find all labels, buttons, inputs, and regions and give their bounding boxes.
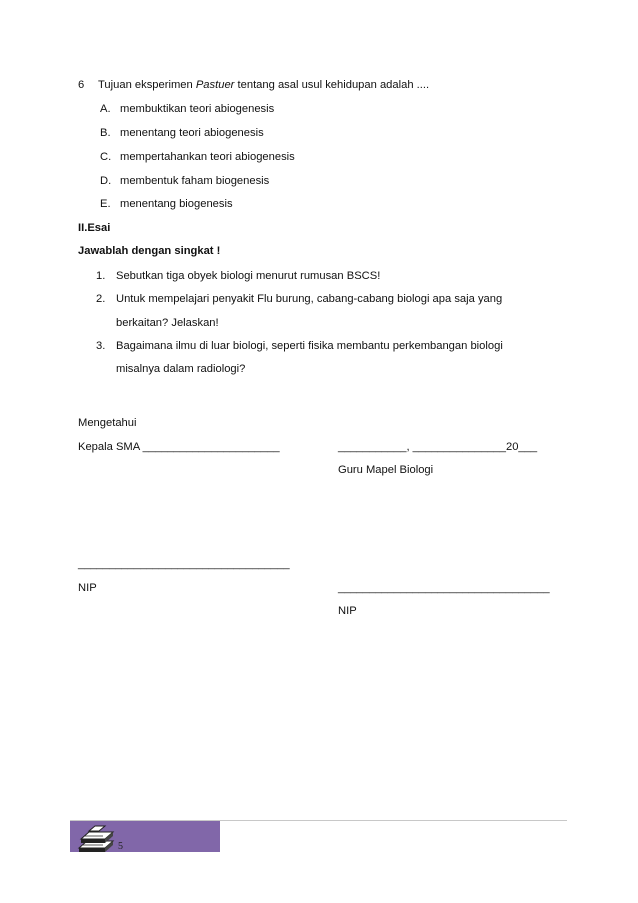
page-number: 5 — [118, 841, 123, 852]
left-heading: Mengetahui — [78, 417, 137, 429]
option-text-a: membuktikan teori abiogenesis — [120, 103, 275, 115]
left-signature-line: __________________________________ — [78, 558, 290, 570]
option-letter-a: A. — [100, 103, 111, 115]
question-number: 6 — [78, 79, 85, 91]
option-letter-b: B. — [100, 127, 111, 139]
essay-item-text-3: Bagaimana ilmu di luar biologi, seperti fisika membantu perkembangan biologi — [116, 340, 503, 352]
option-letter-c: C. — [100, 151, 112, 163]
right-nip: NIP — [338, 605, 357, 617]
essay-item-number-1: 1. — [96, 270, 106, 282]
left-nip: NIP — [78, 582, 97, 594]
option-text-d: membentuk faham biogenesis — [120, 175, 270, 187]
essay-item-number-2: 2. — [96, 293, 106, 305]
option-text-c: mempertahankan teori abiogenesis — [120, 151, 295, 163]
essay-item-text-1: Sebutkan tiga obyek biologi menurut rumusan BSCS! — [116, 270, 381, 282]
option-letter-e: E. — [100, 198, 111, 210]
essay-item-number-3: 3. — [96, 340, 106, 352]
question-text: Tujuan eksperimen Pastuer tentang asal usul kehidupan adalah .... — [98, 79, 430, 91]
essay-item-text-2-cont: berkaitan? Jelaskan! — [116, 317, 219, 329]
right-date-line: ___________, _______________20___ — [338, 441, 538, 453]
option-letter-d: D. — [100, 175, 112, 187]
option-text-e: menentang biogenesis — [120, 198, 233, 210]
left-role: Kepala SMA ______________________ — [78, 441, 280, 453]
essay-instruction: Jawablah dengan singkat ! — [78, 245, 221, 257]
right-signature-line: __________________________________ — [338, 582, 550, 594]
section-title: II.Esai — [78, 222, 111, 234]
right-role: Guru Mapel Biologi — [338, 464, 434, 476]
essay-item-text-3-cont: misalnya dalam radiologi? — [116, 363, 246, 375]
essay-item-text-2: Untuk mempelajari penyakit Flu burung, cabang-cabang biologi apa saja yang — [116, 293, 503, 305]
option-text-b: menentang teori abiogenesis — [120, 127, 264, 139]
